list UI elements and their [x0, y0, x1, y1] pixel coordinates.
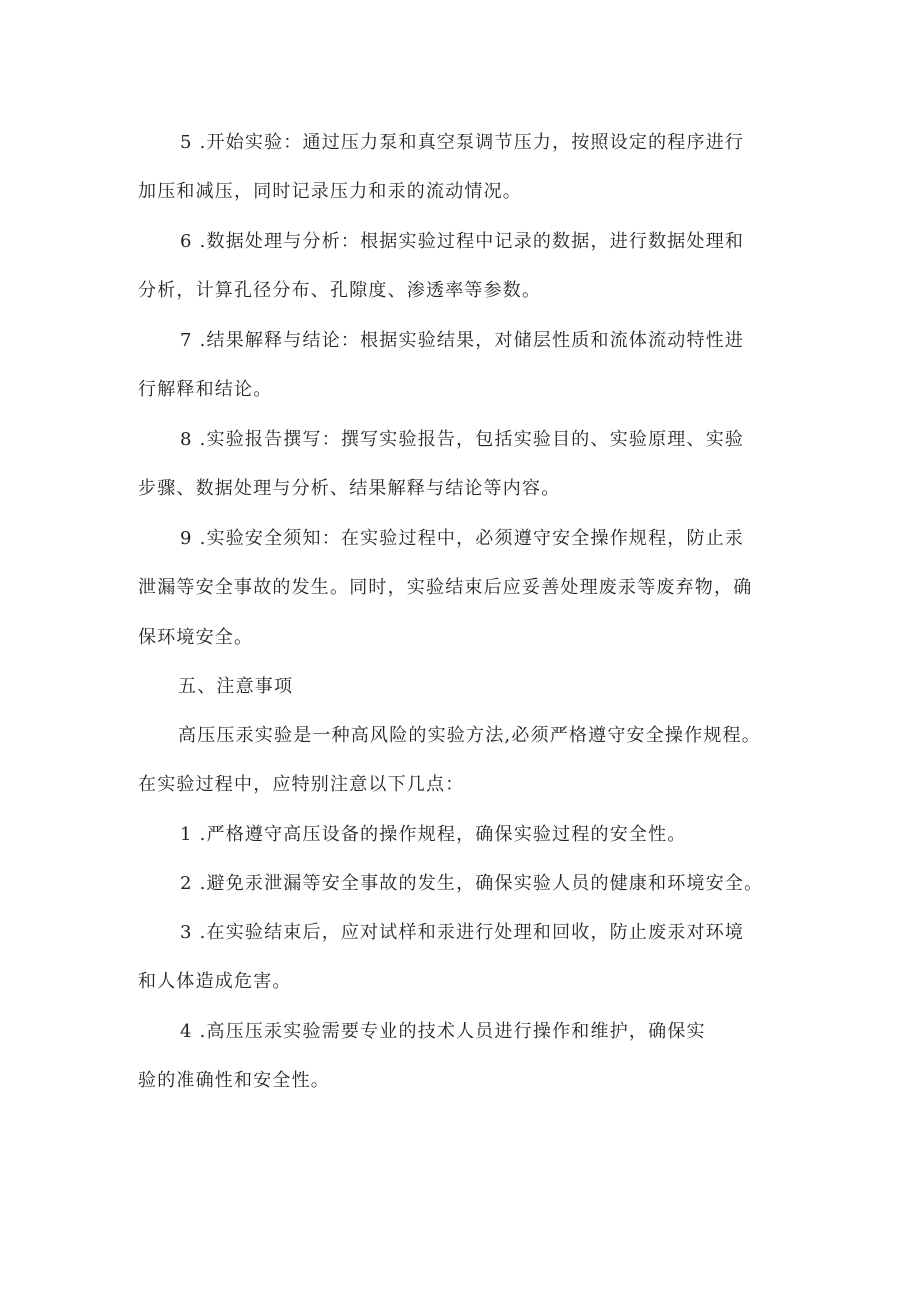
step-6-line-1: 6 .数据处理与分析：根据实验过程中记录的数据，进行数据处理和: [180, 231, 745, 252]
note-2-line-1: 2 .避免汞泄漏等安全事故的发生，确保实验人员的健康和环境安全。: [180, 873, 764, 894]
intro-line-1: 高压压汞实验是一种高风险的实验方法,必须严格遵守安全操作规程。: [178, 725, 761, 746]
step-9-line-2: 泄漏等安全事故的发生。同时，实验结束后应妥善处理废汞等废弃物，确: [138, 577, 753, 598]
step-9-line-1: 9 .实验安全须知：在实验过程中，必须遵守安全操作规程，防止汞: [180, 528, 745, 549]
note-3-line-2: 和人体造成危害。: [138, 971, 292, 992]
step-7-line-2: 行解释和结论。: [138, 379, 273, 400]
step-5-line-1: 5 .开始实验：通过压力泵和真空泵调节压力，按照设定的程序进行: [180, 132, 745, 153]
step-8-line-2: 步骤、数据处理与分析、结果解释与结论等内容。: [138, 478, 561, 499]
section-heading: 五、注意事项: [178, 676, 294, 697]
note-3-line-1: 3 .在实验结束后，应对试样和汞进行处理和回收，防止废汞对环境: [180, 922, 745, 943]
note-1-line-1: 1 .严格遵守高压设备的操作规程，确保实验过程的安全性。: [180, 824, 687, 845]
intro-line-2: 在实验过程中，应特别注意以下几点：: [138, 774, 465, 795]
step-9-line-3: 保环境安全。: [138, 627, 254, 648]
step-8-line-1: 8 .实验报告撰写：撰写实验报告，包括实验目的、实验原理、实验: [180, 429, 745, 450]
note-4-line-1: 4 .高压压汞实验需要专业的技术人员进行操作和维护，确保实: [180, 1021, 706, 1042]
note-4-line-2: 验的准确性和安全性。: [138, 1070, 330, 1091]
step-6-line-2: 分析，计算孔径分布、孔隙度、渗透率等参数。: [138, 280, 542, 301]
step-5-line-2: 加压和减压，同时记录压力和汞的流动情况。: [138, 181, 522, 202]
step-7-line-1: 7 .结果解释与结论：根据实验结果，对储层性质和流体流动特性进: [180, 330, 745, 351]
